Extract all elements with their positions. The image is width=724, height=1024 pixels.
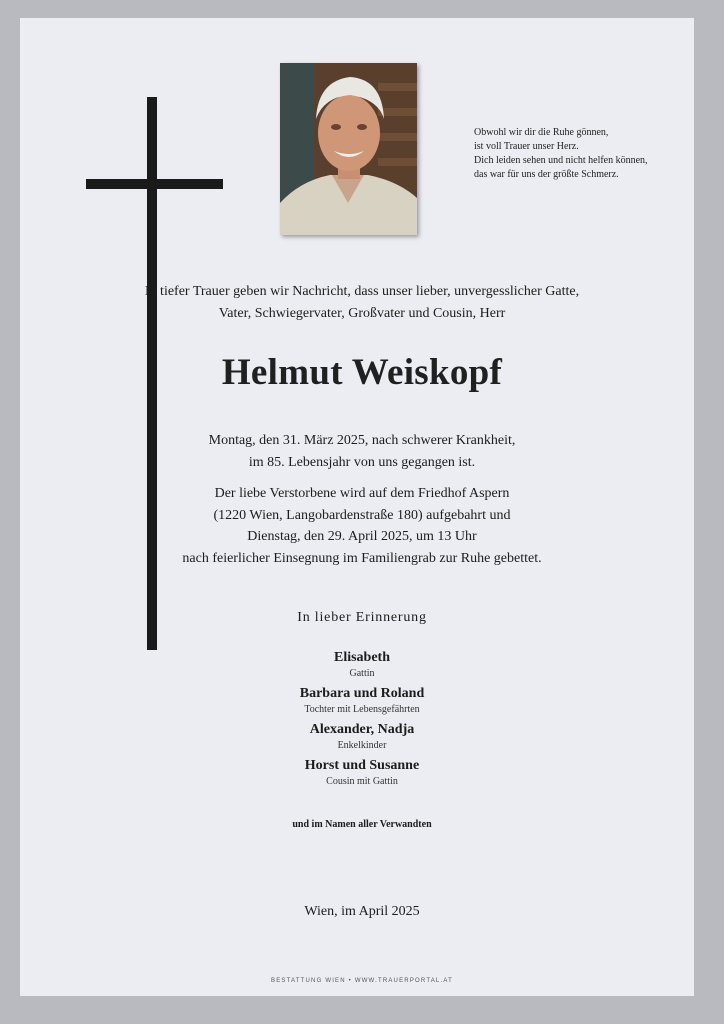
poem-verse xyxy=(474,126,648,182)
mourner-entry xyxy=(0,721,724,753)
poem-line: Obwohl wir dir die Ruhe gönnen, xyxy=(474,127,609,138)
mourner-relation: Gattin xyxy=(349,668,375,679)
portrait-photo xyxy=(280,63,417,235)
intro-line: Vater, Schwiegervater, Großvater und Cousin, Herr xyxy=(218,306,506,321)
relatives-line: und im Namen aller Verwandten xyxy=(292,819,432,830)
intro-line: In tiefer Trauer geben wir Nachricht, dass unser lieber, unvergesslicher Gatte, xyxy=(144,284,580,299)
mourner-relation: Tochter mit Lebensgefährten xyxy=(304,704,420,715)
burial-line: Der liebe Verstorbene wird auf dem Friedhof Aspern xyxy=(214,486,510,501)
mourner-name: Elisabeth xyxy=(333,650,390,665)
announcement-intro xyxy=(0,281,724,325)
footer-credit: BESTATTUNG WIEN • WWW.TRAUERPORTAL.AT xyxy=(271,978,453,984)
cross-horizontal-bar xyxy=(86,179,223,189)
burial-line: nach feierlicher Einsegnung im Familiengrab zur Ruhe gebettet. xyxy=(182,550,542,566)
mourner-name: Barbara und Roland xyxy=(299,686,425,701)
mourner-relation: Enkelkinder xyxy=(337,740,387,751)
mourner-name: Horst und Susanne xyxy=(304,758,420,773)
mourner-entry xyxy=(0,757,724,789)
burial-line: Dienstag, den 29. April 2025, um 13 Uhr xyxy=(247,529,477,544)
mourner-entry xyxy=(0,685,724,717)
mourner-name: Alexander, Nadja xyxy=(309,722,415,737)
death-notice-line: im 85. Lebensjahr von uns gegangen ist. xyxy=(248,455,476,470)
place-and-date: Wien, im April 2025 xyxy=(304,904,420,919)
burial-details xyxy=(0,483,724,569)
poem-line: ist voll Trauer unser Herz. xyxy=(474,141,579,152)
death-notice xyxy=(0,430,724,474)
poem-line: Dich leiden sehen und nicht helfen können, xyxy=(474,155,648,166)
deceased-name: Helmut Weiskopf xyxy=(221,352,503,393)
mourner-relation: Cousin mit Gattin xyxy=(326,776,398,787)
mourners-list xyxy=(0,649,724,793)
death-notice-line: Montag, den 31. März 2025, nach schwerer Krankheit, xyxy=(208,433,516,448)
burial-line: (1220 Wien, Langobardenstraße 180) aufgebahrt und xyxy=(213,507,511,523)
memory-heading: In lieber Erinnerung xyxy=(297,610,427,625)
mourner-entry xyxy=(0,649,724,681)
poem-line: das war für uns der größte Schmerz. xyxy=(474,169,619,180)
